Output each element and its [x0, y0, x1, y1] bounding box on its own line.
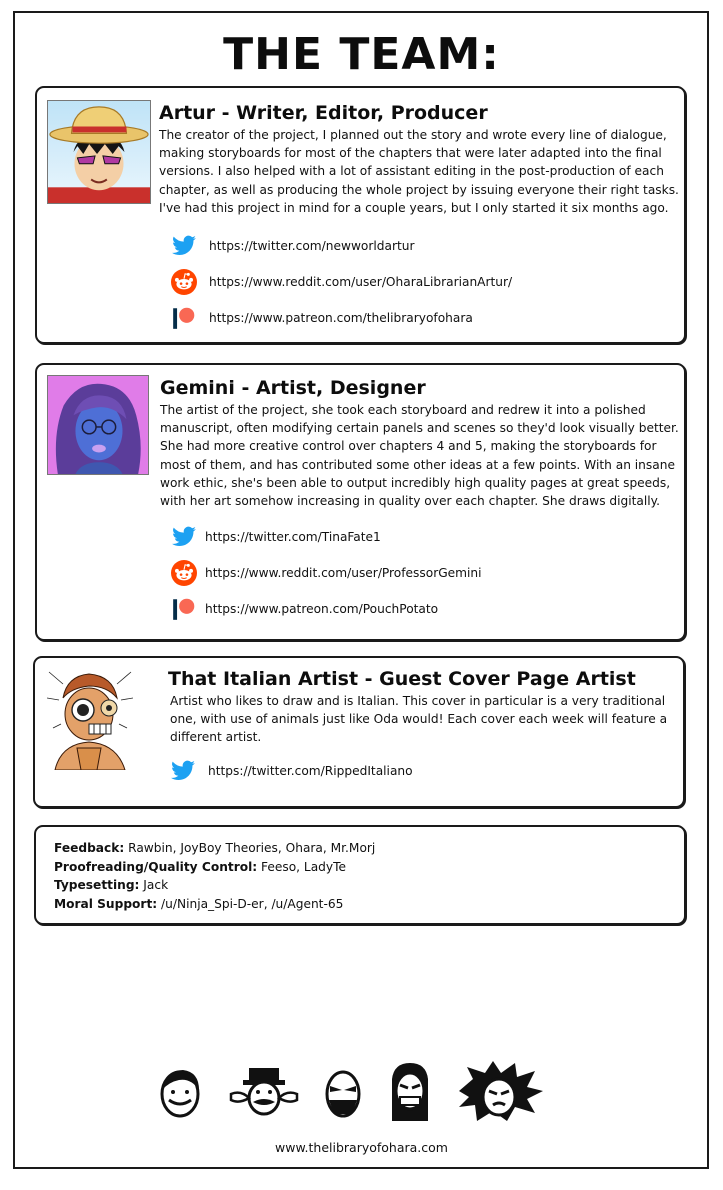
link-row-twitter[interactable]: [170, 753, 413, 789]
member-bio: Artist who likes to draw and is Italian. This cover in particular is a very traditional one, with use of animals just like Oda would! Each cover each week will feature a different artist.: [170, 694, 668, 745]
twitter-icon: [171, 233, 197, 259]
credits-list: [54, 839, 375, 913]
member-links: [171, 228, 512, 336]
credit-label: Moral Support:: [54, 896, 158, 911]
twitter-icon: [171, 524, 197, 550]
character-doodle-icon: [155, 1064, 205, 1120]
member-name: Gemini - Artist, Designer: [160, 377, 426, 399]
twitter-link[interactable]: https://twitter.com/RippedItaliano: [208, 764, 413, 778]
patreon-link[interactable]: https://www.patreon.com/thelibraryofohara: [209, 311, 473, 325]
footer-website-url[interactable]: www.thelibraryofohara.com: [275, 1140, 448, 1155]
credit-label: Proofreading/Quality Control:: [54, 859, 258, 874]
patreon-icon: [171, 305, 197, 331]
patreon-link[interactable]: https://www.patreon.com/PouchPotato: [205, 602, 439, 616]
member-links: [170, 753, 413, 789]
reddit-icon: [171, 560, 197, 586]
reddit-link[interactable]: https://www.reddit.com/user/ProfessorGemini: [205, 566, 482, 580]
credit-feedback: [54, 839, 375, 858]
credit-proofreading: [54, 858, 375, 877]
character-doodle-icon: [227, 1064, 301, 1120]
member-card-artur: [35, 86, 686, 344]
credit-moral-support: [54, 895, 375, 914]
member-links: [171, 519, 482, 627]
character-doodle-icon: [322, 1064, 364, 1120]
credit-value: /u/Ninja_Spi-D-er, /u/Agent-65: [157, 896, 344, 911]
character-doodle-icon: [386, 1061, 434, 1123]
member-bio: The artist of the project, she took each storyboard and redrew it into a polished manuscript, often modifying certain panels and scenes so they'd look visually better. She had more creative control over chapters 4 and 5, making the storyboards for most of them, and has contributed some other ideas at a few points. With an insane work ethic, she's been able to output incredibly high quality pages at great speeds, with her art somehow increasing in quality over each chapter. She draws digitally.: [160, 403, 679, 509]
footer-character-doodles: [155, 1060, 545, 1124]
credit-label: Feedback:: [54, 841, 125, 855]
credit-value: Rawbin, JoyBoy Theories, Ohara, Mr.Morj: [124, 841, 376, 855]
member-name: Artur - Writer, Editor, Producer: [159, 102, 488, 124]
avatar-italian-artist: [47, 668, 133, 770]
member-card-italian-artist: [33, 656, 685, 808]
reddit-link[interactable]: https://www.reddit.com/user/OharaLibrarianArtur/: [209, 275, 513, 289]
credit-value: Jack: [139, 878, 169, 892]
page-title: THE TEAM:: [223, 29, 500, 80]
link-row-reddit[interactable]: [171, 555, 482, 591]
twitter-icon: [170, 758, 196, 784]
member-bio: The creator of the project, I planned out the story and wrote every line of dialogue, making storyboards for most of the chapters that were later adapted into the final versions. I also helped with a lot of assistant editing in the post-production of each chapter, as well as producing the whole project by issuing everyone their right tasks. I've had this project in mind for a couple years, but I only started it six months ago.: [159, 128, 679, 215]
member-card-gemini: [35, 363, 686, 641]
avatar-gemini: [47, 375, 149, 475]
reddit-icon: [171, 269, 197, 295]
credit-typesetting: [54, 876, 375, 895]
credits-card: [34, 825, 686, 925]
twitter-link[interactable]: https://twitter.com/newworldartur: [209, 239, 415, 253]
character-doodle-icon: [455, 1061, 545, 1123]
credit-value: Feeso, LadyTe: [257, 859, 346, 874]
link-row-twitter[interactable]: [171, 519, 482, 555]
link-row-reddit[interactable]: [171, 264, 512, 300]
link-row-patreon[interactable]: [171, 591, 482, 627]
member-name: That Italian Artist - Guest Cover Page Artist: [168, 668, 636, 690]
link-row-twitter[interactable]: [171, 228, 512, 264]
link-row-patreon[interactable]: [171, 300, 512, 336]
credit-label: Typesetting:: [54, 878, 140, 892]
twitter-link[interactable]: https://twitter.com/TinaFate1: [205, 530, 381, 544]
avatar-artur: [47, 100, 151, 204]
patreon-icon: [171, 596, 197, 622]
